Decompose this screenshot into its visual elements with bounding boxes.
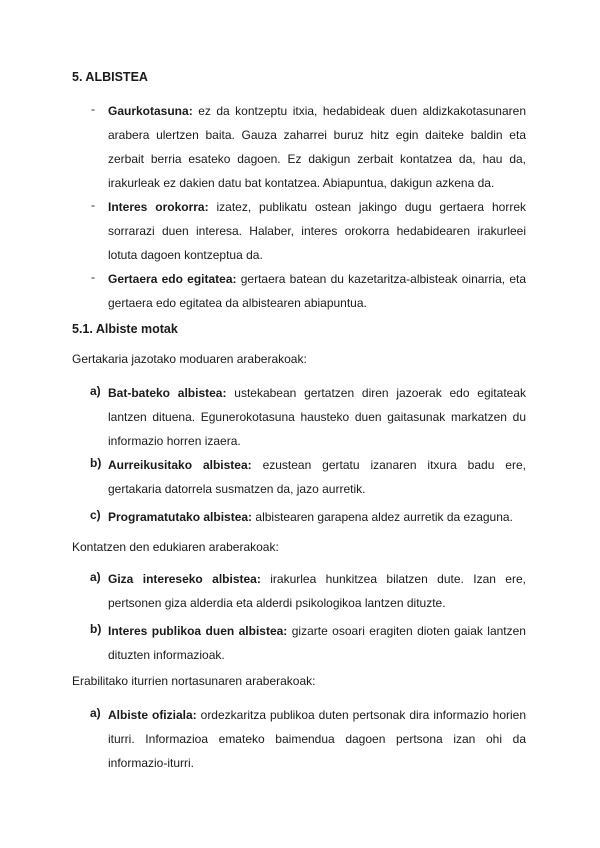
item-term: Albiste ofiziala:	[108, 708, 197, 722]
subsection-heading: 5.1. Albiste motak	[72, 322, 178, 336]
item-term: Giza intereseko albistea:	[108, 572, 261, 586]
list-item-aurreikusitako: Aurreikusitako albistea: ezustean gertatu izanaren itxura badu ere, gertakaria datorrela susmatzen da, jazo aurretik.	[108, 458, 526, 496]
list-marker: b)	[90, 456, 102, 470]
group-intro: Gertakaria jazotako moduaren araberakoak:	[72, 352, 307, 366]
definition-gertaera: Gertaera edo egitatea: gertaera batean du kazetaritza-albisteak oinarria, eta gertaera edo egitatea da albistearen abiapuntua.	[108, 272, 527, 310]
bullet-dash: -	[91, 198, 95, 212]
item-term: Bat-bateko albistea:	[108, 386, 227, 400]
group-intro: Kontatzen den edukiaren araberakoak:	[72, 540, 279, 554]
definition-term: Interes orokorra:	[108, 200, 209, 214]
bullet-dash: -	[91, 270, 95, 284]
list-item-bat-bateko: Bat-bateko albistea: ustekabean gertatzen diren jazoerak edo egitateak lantzen dituena. Egunerokotasuna hausteko duen gaitasunak markatzen du informazio horren izaera.	[108, 386, 526, 448]
definition-term: Gertaera edo egitatea:	[108, 272, 237, 286]
group-intro: Erabilitako iturrien nortasunaren araberakoak:	[72, 674, 316, 688]
list-marker: a)	[90, 384, 101, 398]
list-item-giza-intereseko: Giza intereseko albistea: irakurlea hunkitzea bilatzen dute. Izan ere, pertsonen giza alderdia eta alderdi psikologikoa lantzen dituzte.	[108, 572, 526, 610]
definition-term: Gaurkotasuna:	[108, 104, 193, 118]
list-marker: a)	[90, 706, 101, 720]
list-item-albiste-ofiziala: Albiste ofiziala: ordezkaritza publikoa duten pertsonak dira informazio horien iturri. Informazioa emateko baimendua dagoen pertsona izan ohi da informazio-iturri.	[108, 708, 526, 770]
list-item-programatutako: Programatutako albistea: albistearen garapena aldez aurretik da ezaguna.	[108, 510, 513, 524]
definition-gaurkotasuna: Gaurkotasuna: ez da kontzeptu itxia, hedabideak duen aldizkakotasunaren arabera ulertzen baita. Gauza zaharrei buruz hitz egin daiteke baldin eta zerbait berria esateko dagoen. Ez dakigun zerbait kontatzea da, hau da, irakurleak ez dakien datu bat kontatzea. Abiapuntua, dakigun azkena da.	[108, 104, 527, 190]
list-marker: c)	[90, 508, 101, 522]
item-term: Programatutako albistea:	[108, 510, 253, 524]
list-marker: b)	[90, 622, 102, 636]
bullet-dash: -	[91, 102, 95, 116]
item-term: Interes publikoa duen albistea:	[108, 624, 288, 638]
definition-interes-orokorra: Interes orokorra: izatez, publikatu ostean jakingo dugu gertaera horrek sorrarazi duen interesa. Halaber, interes orokorra hedabidearen irakurleei lotuta dagoen kontzeptua da.	[108, 200, 526, 262]
item-term: Aurreikusitako albistea:	[108, 458, 252, 472]
list-marker: a)	[90, 570, 101, 584]
list-item-interes-publikoa: Interes publikoa duen albistea: gizarte osoari eragiten dioten gaiak lantzen dituzten informazioak.	[108, 624, 526, 662]
section-heading: 5. ALBISTEA	[72, 70, 148, 84]
